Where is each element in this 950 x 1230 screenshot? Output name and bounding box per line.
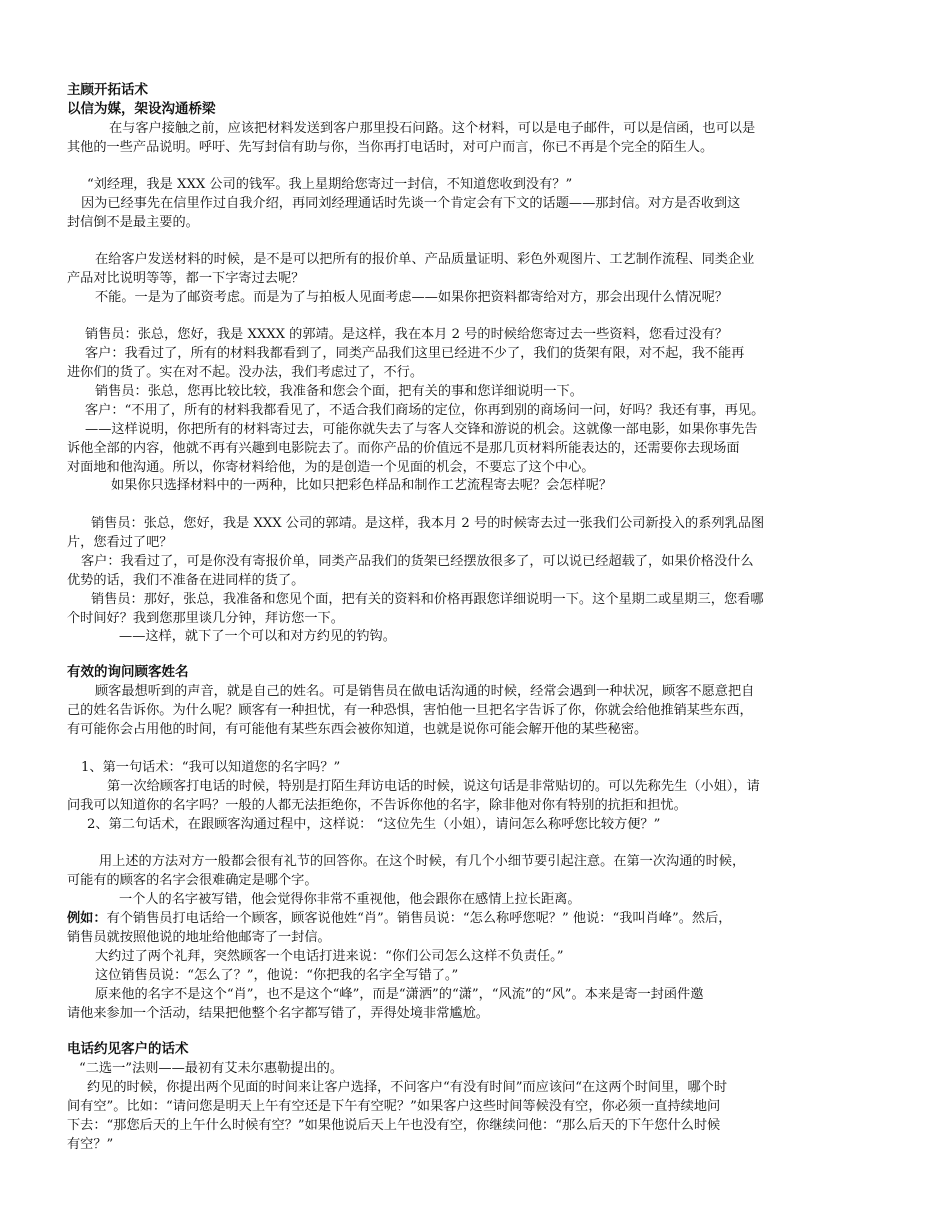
paragraph-line: “二选一”法则——最初有艾未尔惠勒提出的。 <box>79 1061 344 1076</box>
paragraph-line: “刘经理，我是 XXX 公司的钱军。我上星期给您寄过一封信，不知道您收到没有？” <box>87 177 573 192</box>
paragraph-line: 因为已经事先在信里作过自我介绍，再同刘经理通话时先谈一个肯定会有下文的话题——那封信。对方是否收到这 <box>81 196 741 211</box>
paragraph-line: 销售员就按照他说的地址给他邮寄了一封信。 <box>67 930 331 945</box>
dialogue-line: 客户：我看过了，可是你没有寄报价单，同类产品我们的货架已经摆放很多了，可以说已经超载了，如果价格没什么 <box>81 554 754 569</box>
paragraph-line: 其他的一些产品说明。呼吁、先写封信有助与你，当你再打电话时，对可户而言，你已不再是个完全的陌生人。 <box>67 140 714 155</box>
paragraph-line: 大约过了两个礼拜，突然顾客一个电话打进来说：“你们公司怎么这样不负责任。” <box>95 949 564 964</box>
paragraph-line: 约见的时候，你提出两个见面的时间来让客户选择，不问客户“有没有时间”而应该问“在这两个时间里，哪个时 <box>87 1080 728 1095</box>
dialogue-line: 客户：“不用了，所有的材料我都看见了，不适合我们商场的定位，你再到别的商场问一问，好吗？我还有事，再见。 <box>85 403 765 418</box>
paragraph-line: 在给客户发送材料的时候，是不是可以把所有的报价单、产品质量证明、彩色外观图片、工艺制作流程、同类企业 <box>95 252 755 267</box>
section-heading-letter: 以信为媒，架设沟通桥梁 <box>67 101 216 117</box>
example-label: 例如： <box>67 911 107 926</box>
paragraph-line: ——这样说明，你把所有的材料寄过去，可能你就失去了与客人交锋和游说的机会。这就像一部电影，如果你事先告 <box>85 422 758 437</box>
paragraph-line: 一个人的名字被写错，他会觉得你非常不重视他，他会跟你在感情上拉长距离。 <box>119 892 581 907</box>
paragraph-line: 第一次给顾客打电话的时候，特别是打陌生拜访电话的时候，说这句话是非常贴切的。可以先称先生（小姐），请 <box>107 779 760 794</box>
section-heading-name: 有效的询问顾客姓名 <box>67 664 189 680</box>
section-heading-appointment: 电话约见客户的话术 <box>67 1041 189 1057</box>
dialogue-line: 销售员：张总，您好，我是 XXX 公司的郭靖。是这样，我本月 2 号的时候寄去过一张我们公司新投入的系列乳品图 <box>91 516 765 531</box>
paragraph-line: 己的姓名告诉你。为什么呢？顾客有一种担忧，有一种恐惧，害怕他一旦把名字告诉了你，你就会给他推销某些东西， <box>67 703 753 718</box>
paragraph-line: 封信倒不是最主要的。 <box>67 215 199 230</box>
list-item: 1、第一句话术：“我可以知道您的名字吗？” <box>81 760 341 775</box>
dialogue-line: 客户：我看过了，所有的材料我都看到了，同类产品我们这里已经进不少了，我们的货架有限，对不起，我不能再 <box>85 346 745 361</box>
paragraph-line: 在与客户接触之前，应该把材料发送到客户那里投石问路。这个材料，可以是电子邮件，可以是信函，也可以是 <box>109 121 756 136</box>
example-line <box>67 909 887 928</box>
paragraph-line: 有可能你会占用他的时间，有可能他有某些东西会被你知道，也就是说你可能会解开他的某些秘密。 <box>67 722 648 737</box>
dialogue-line: 优势的话，我们不准备在进同样的货了。 <box>67 573 305 588</box>
paragraph-line: 如果你只选择材料中的一两种，比如只把彩色样品和制作工艺流程寄去呢？会怎样呢？ <box>111 478 613 493</box>
example-text: 有个销售员打电话给一个顾客，顾客说他姓“肖”。销售员说：“怎么称呼您呢？” 他说：“我叫肖峰”。然后， <box>106 911 732 926</box>
paragraph-line: 下去：“那您后天的上午什么时候有空？”如果他说后天上午也没有空，你继续问他：“那么后天的下午您什么时候 <box>67 1118 721 1133</box>
dialogue-line: 销售员：张总，您再比较比较，我准备和您会个面，把有关的事和您详细说明一下。 <box>95 384 583 399</box>
paragraph-line: 用上述的方法对方一般都会很有礼节的回答你。在这个时候，有几个小细节要引起注意。在第一次沟通的时候， <box>99 854 746 869</box>
paragraph-line: 对面地和他沟通。所以，你寄材料给他，为的是创造一个见面的机会，不要忘了这个中心。 <box>67 460 595 475</box>
dialogue-line: 销售员：那好，张总，我准备和您见个面，把有关的资料和价格再跟您详细说明一下。这个星期二或星期三，您看哪 <box>91 592 764 607</box>
paragraph-line: 产品对比说明等等，都一下字寄过去呢？ <box>67 271 305 286</box>
dialogue-line: 销售员：张总，您好，我是 XXXX 的郭靖。是这样，我在本月 2 号的时候给您寄过去一些资料，您看过没有？ <box>85 327 728 342</box>
paragraph-line: 可能有的顾客的名字会很难确定是哪个字。 <box>67 873 318 888</box>
dialogue-line: 个时间好？我到您那里谈几分钟，拜访您一下。 <box>67 611 344 626</box>
dialogue-line: 片，您看过了吧？ <box>67 535 173 550</box>
paragraph-line: 问我可以知道你的名字吗？一般的人都无法拒绝你，不告诉你他的名字，除非他对你有特别的抗拒和担忧。 <box>67 798 687 813</box>
paragraph-line: 原来他的名字不是这个“肖”，也不是这个“峰”，而是“潇洒”的“潇”，“风流”的“风”。本来是寄一封函件邀 <box>95 987 704 1002</box>
dialogue-line: 进你们的货了。实在对不起。没办法，我们考虑过了，不行。 <box>67 365 424 380</box>
paragraph-line: 这位销售员说：“怎么了？”，他说：“你把我的名字全写错了。” <box>95 968 459 983</box>
paragraph-line: 请他来参加一个活动，结果把他整个名字都写错了，弄得处境非常尴尬。 <box>67 1006 489 1021</box>
paragraph-line: 诉他全部的内容，他就不再有兴趣到电影院去了。而你产品的价值远不是那几页材料所能表达的，还需要你去现场面 <box>67 441 740 456</box>
document-title: 主顾开拓话术 <box>67 82 148 98</box>
paragraph-line: 顾客最想听到的声音，就是自己的姓名。可是销售员在做电话沟通的时候，经常会遇到一种状况，顾客不愿意把自 <box>95 684 755 699</box>
paragraph-line: 有空？” <box>67 1137 114 1152</box>
paragraph-line: 间有空”。比如：“请问您是明天上午有空还是下午有空呢？”如果客户这些时间等候没有空，你必须一直持续地问 <box>67 1099 721 1114</box>
paragraph-line: 不能。一是为了邮资考虑。而是为了与拍板人见面考虑——如果你把资料都寄给对方，那会出现什么情况呢？ <box>95 290 728 305</box>
paragraph-line: ——这样，就下了一个可以和对方约见的钓钩。 <box>119 629 396 644</box>
list-item: 2、第二句话术，在跟顾客沟通过程中，这样说： “这位先生（小姐），请问怎么称呼您比较方便？” <box>87 817 661 832</box>
